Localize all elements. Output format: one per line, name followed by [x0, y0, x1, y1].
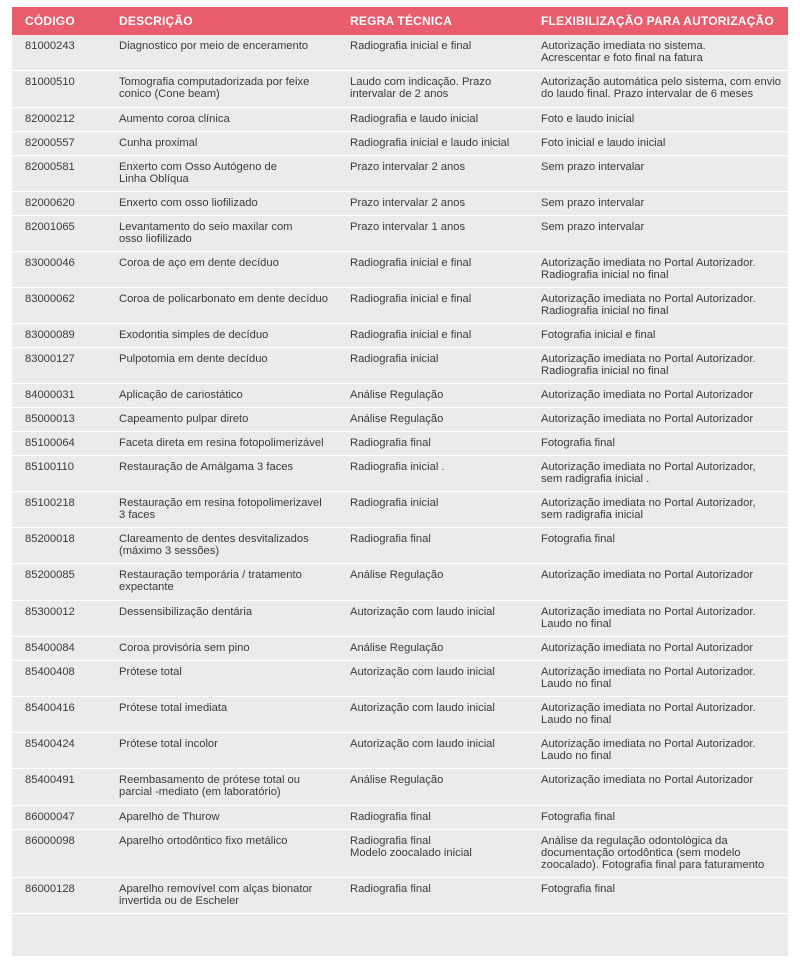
row-description: Pulpotomia em dente decíduo — [119, 353, 268, 365]
table-row — [12, 733, 788, 769]
row-code: 85100064 — [25, 437, 75, 449]
row-technical-rule: Radiografia inicial e final — [350, 329, 472, 341]
row-code: 85400491 — [25, 774, 75, 786]
row-authorization-flex: Fotografia final — [541, 883, 616, 895]
row-authorization-flex: Autorização imediata no Portal Autorizador. Radiografia inicial no final — [541, 353, 756, 377]
row-technical-rule: Radiografia e laudo inicial — [350, 113, 479, 125]
row-technical-rule: Radiografia inicial — [350, 497, 439, 509]
row-authorization-flex: Autorização imediata no Portal Autorizador, sem radigrafia inicial . — [541, 461, 756, 485]
row-technical-rule: Radiografia final — [350, 883, 431, 895]
row-description: Aumento coroa clínica — [119, 113, 230, 125]
row-authorization-flex: Autorização imediata no Portal Autorizador — [541, 413, 754, 425]
row-authorization-flex: Fotografia final — [541, 533, 616, 545]
header-code: CÓDIGO — [25, 14, 75, 28]
table-row — [12, 156, 788, 192]
table-row — [12, 806, 788, 830]
row-technical-rule: Análise Regulação — [350, 389, 444, 401]
row-code: 83000046 — [25, 257, 75, 269]
row-code: 85100110 — [25, 461, 74, 473]
row-technical-rule: Radiografia final — [350, 533, 431, 545]
table-row — [12, 408, 788, 432]
row-authorization-flex: Foto e laudo inicial — [541, 113, 635, 125]
row-authorization-flex: Análise da regulação odontológica da documentação ortodôntica (sem modelo zoocalado). Fotografia final para faturamento — [541, 835, 765, 871]
row-description: Restauração temporária / tratamento expectante — [119, 569, 302, 593]
row-authorization-flex: Autorização imediata no Portal Autorizador. Laudo no final — [541, 666, 756, 690]
row-code: 82000581 — [25, 161, 75, 173]
row-code: 83000089 — [25, 329, 75, 341]
row-technical-rule: Radiografia inicial e final — [350, 257, 472, 269]
row-code: 81000243 — [25, 40, 75, 52]
table-row — [12, 878, 788, 914]
row-technical-rule: Análise Regulação — [350, 774, 444, 786]
row-authorization-flex: Autorização automática pelo sistema, com envio do laudo final. Prazo intervalar de 6 meses — [541, 76, 782, 100]
row-code: 85400408 — [25, 666, 75, 678]
row-code: 82000620 — [25, 197, 75, 209]
header-authorization-flex: FLEXIBILIZAÇÃO PARA AUTORIZAÇÃO — [541, 14, 774, 28]
table-row — [12, 108, 788, 132]
row-technical-rule: Radiografia inicial — [350, 353, 439, 365]
row-authorization-flex: Autorização imediata no Portal Autorizador. Laudo no final — [541, 738, 756, 762]
row-code: 83000062 — [25, 293, 75, 305]
table-body — [12, 35, 788, 914]
row-description: Enxerto com osso liofilizado — [119, 197, 258, 209]
row-description: Aplicação de cariostático — [119, 389, 243, 401]
row-authorization-flex: Autorização imediata no Portal Autorizador. Laudo no final — [541, 702, 756, 726]
row-code: 86000047 — [25, 811, 75, 823]
row-technical-rule: Radiografia inicial e final — [350, 40, 472, 52]
row-code: 82000212 — [25, 113, 75, 125]
row-description: Faceta direta em resina fotopolimerizável — [119, 437, 324, 449]
row-description: Enxerto com Osso Autógeno de Linha Oblíqua — [119, 161, 277, 185]
row-code: 85200085 — [25, 569, 75, 581]
row-technical-rule: Autorização com laudo inicial — [350, 666, 495, 678]
row-description: Dessensibilização dentária — [119, 606, 253, 618]
table-row — [12, 637, 788, 661]
row-technical-rule: Prazo intervalar 2 anos — [350, 197, 466, 209]
row-code: 85100218 — [25, 497, 75, 509]
row-description: Coroa de policarbonato em dente decíduo — [119, 293, 328, 305]
row-description: Levantamento do seio maxilar com osso liofilizado — [119, 221, 293, 245]
table-row — [12, 661, 788, 697]
row-description: Prótese total imediata — [119, 702, 228, 714]
row-technical-rule: Autorização com laudo inicial — [350, 702, 495, 714]
row-code: 81000510 — [25, 76, 75, 88]
row-description: Diagnostico por meio de enceramento — [119, 40, 309, 52]
table-row — [12, 288, 788, 324]
row-description: Restauração em resina fotopolimerizavel 3 faces — [119, 497, 322, 521]
row-technical-rule: Análise Regulação — [350, 569, 444, 581]
row-authorization-flex: Fotografia final — [541, 437, 616, 449]
row-authorization-flex: Foto inicial e laudo inicial — [541, 137, 666, 149]
row-code: 86000098 — [25, 835, 75, 847]
table-row — [12, 192, 788, 216]
row-description: Reembasamento de prótese total ou parcial -mediato (em laboratório) — [119, 774, 300, 798]
table-row — [12, 830, 788, 878]
table-row — [12, 384, 788, 408]
row-description: Coroa provisória sem pino — [119, 642, 250, 654]
row-description: Tomografia computadorizada por feixe conico (Cone beam) — [119, 76, 310, 100]
row-authorization-flex: Autorização imediata no Portal Autorizador. Laudo no final — [541, 606, 756, 630]
row-description: Prótese total — [119, 666, 182, 678]
row-authorization-flex: Fotografia final — [541, 811, 616, 823]
row-description: Clareamento de dentes desvitalizados (máximo 3 sessões) — [119, 533, 309, 557]
authorization-table — [12, 7, 788, 956]
row-authorization-flex: Fotografia inicial e final — [541, 329, 656, 341]
row-technical-rule: Radiografia final Modelo zoocalado inicial — [350, 835, 472, 859]
row-code: 84000031 — [25, 389, 75, 401]
row-authorization-flex: Autorização imediata no sistema. Acrescentar e foto final na fatura — [541, 40, 706, 64]
row-description: Aparelho ortodôntico fixo metálico — [119, 835, 288, 847]
row-authorization-flex: Autorização imediata no Portal Autorizador — [541, 569, 754, 581]
row-code: 82000557 — [25, 137, 75, 149]
row-authorization-flex: Autorização imediata no Portal Autorizador — [541, 642, 754, 654]
row-technical-rule: Autorização com laudo inicial — [350, 606, 495, 618]
table-row — [12, 252, 788, 288]
row-technical-rule: Prazo intervalar 2 anos — [350, 161, 466, 173]
row-code: 85200018 — [25, 533, 75, 545]
row-technical-rule: Análise Regulação — [350, 642, 444, 654]
row-description: Restauração de Amálgama 3 faces — [119, 461, 294, 473]
header-technical-rule: REGRA TÉCNICA — [350, 14, 453, 28]
table-row — [12, 324, 788, 348]
row-description: Aparelho de Thurow — [119, 811, 220, 823]
table-row — [12, 601, 788, 637]
row-technical-rule: Radiografia final — [350, 437, 431, 449]
row-code: 85400416 — [25, 702, 75, 714]
table-row — [12, 71, 788, 108]
row-code: 85400424 — [25, 738, 75, 750]
header-description: DESCRIÇÃO — [119, 14, 193, 28]
row-authorization-flex: Autorização imediata no Portal Autorizador. Radiografia inicial no final — [541, 293, 756, 317]
row-technical-rule: Laudo com indicação. Prazo intervalar de 2 anos — [350, 76, 492, 100]
table-row — [12, 492, 788, 528]
table-row — [12, 432, 788, 456]
row-technical-rule: Radiografia final — [350, 811, 431, 823]
row-authorization-flex: Sem prazo intervalar — [541, 221, 645, 233]
row-code: 85300012 — [25, 606, 75, 618]
table-row — [12, 769, 788, 806]
row-description: Exodontia simples de decíduo — [119, 329, 269, 341]
row-technical-rule: Radiografia inicial e final — [350, 293, 472, 305]
row-technical-rule: Radiografia inicial . — [350, 461, 445, 473]
row-authorization-flex: Autorização imediata no Portal Autorizador — [541, 389, 754, 401]
table-row — [12, 564, 788, 601]
row-description: Cunha proximal — [119, 137, 198, 149]
row-code: 86000128 — [25, 883, 75, 895]
row-technical-rule: Prazo intervalar 1 anos — [350, 221, 466, 233]
row-code: 82001065 — [25, 221, 75, 233]
row-authorization-flex: Autorização imediata no Portal Autorizador, sem radigrafia inicial — [541, 497, 756, 521]
table-header — [12, 7, 788, 35]
table-row — [12, 35, 788, 71]
row-description: Capeamento pulpar direto — [119, 413, 249, 425]
table-row — [12, 132, 788, 156]
row-description: Aparelho removível com alças bionator invertida ou de Escheler — [119, 883, 313, 907]
table-row — [12, 216, 788, 252]
row-authorization-flex: Autorização imediata no Portal Autorizador. Radiografia inicial no final — [541, 257, 756, 281]
table-row — [12, 697, 788, 733]
table-row — [12, 348, 788, 384]
row-authorization-flex: Sem prazo intervalar — [541, 197, 645, 209]
row-technical-rule: Análise Regulação — [350, 413, 444, 425]
row-code: 85000013 — [25, 413, 75, 425]
row-code: 83000127 — [25, 353, 75, 365]
row-description: Coroa de aço em dente decíduo — [119, 257, 279, 269]
table-row — [12, 528, 788, 564]
row-authorization-flex: Autorização imediata no Portal Autorizador — [541, 774, 754, 786]
row-code: 85400084 — [25, 642, 75, 654]
row-description: Prótese total incolor — [119, 738, 218, 750]
row-authorization-flex: Sem prazo intervalar — [541, 161, 645, 173]
table-row — [12, 456, 788, 492]
row-technical-rule: Radiografia inicial e laudo inicial — [350, 137, 510, 149]
row-technical-rule: Autorização com laudo inicial — [350, 738, 495, 750]
